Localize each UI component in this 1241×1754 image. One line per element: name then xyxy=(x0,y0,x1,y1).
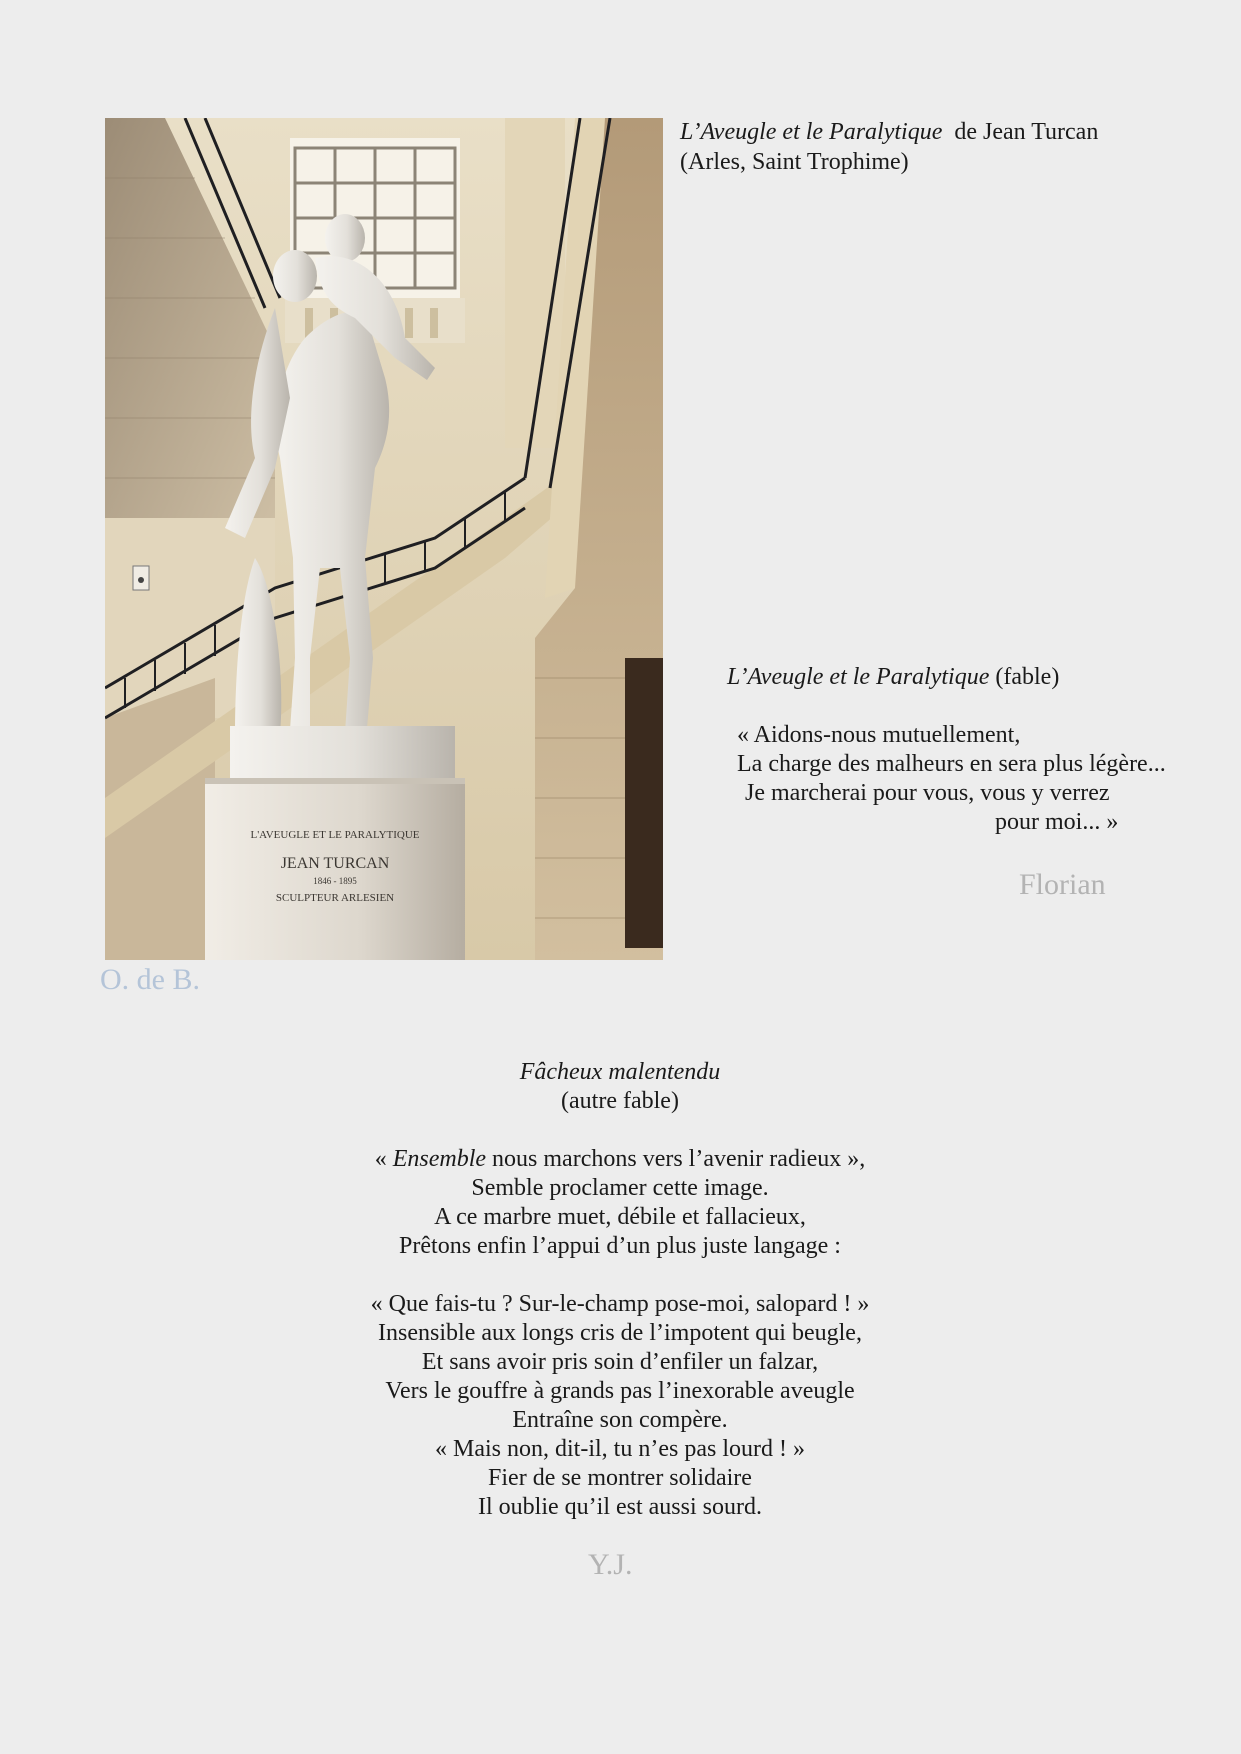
fable2-stanza2-line-2: Insensible aux longs cris de l’impotent qui beugle, xyxy=(378,1320,862,1346)
poem-spacer xyxy=(220,1116,1020,1145)
fable2-author: Y.J. xyxy=(588,1548,633,1581)
caption-title-italic: L’Aveugle et le Paralytique xyxy=(680,119,943,145)
stanza1-line1-post: nous marchons vers l’avenir radieux », xyxy=(486,1146,866,1172)
fable2-stanza2-line-6: « Mais non, dit-il, tu n’es pas lourd ! » xyxy=(435,1436,805,1462)
plinth-line-2: JEAN TURCAN xyxy=(280,855,390,872)
fable1-title-rest: (fable) xyxy=(989,664,1060,690)
fable2-stanza1-line-3: A ce marbre muet, débile et fallacieux, xyxy=(434,1204,806,1230)
fable1-line-1: « Aidons-nous mutuellement, xyxy=(737,722,1021,748)
plinth-line-4: SCULPTEUR ARLESIEN xyxy=(275,892,395,904)
caption-title-rest: de Jean Turcan xyxy=(948,119,1099,145)
fable2-title-text: Fâcheux malentendu xyxy=(519,1059,721,1085)
fable2-title xyxy=(220,1058,1020,1087)
statue-illustration xyxy=(105,118,663,960)
fable1-line-4: pour moi... » xyxy=(995,809,1119,835)
stanza1-line1-italic: Ensemble xyxy=(392,1146,487,1172)
fable2-stanza2-line-7: Fier de se montrer solidaire xyxy=(488,1465,752,1491)
fable2-stanza2-line-8: Il oublie qu’il est aussi sourd. xyxy=(478,1494,762,1520)
fable1-line-3: Je marcherai pour vous, vous y verrez xyxy=(745,780,1110,806)
fable2-stanza2-line-4: Vers le gouffre à grands pas l’inexorable aveugle xyxy=(385,1378,855,1404)
fable2-block xyxy=(220,1058,1020,1522)
statue-photo xyxy=(105,118,663,960)
caption-location: (Arles, Saint Trophime) xyxy=(680,149,909,175)
fable2-stanza2-line-3: Et sans avoir pris soin d’enfiler un falzar, xyxy=(421,1349,819,1375)
fable2-stanza1-line-4: Prêtons enfin l’appui d’un plus juste langage : xyxy=(399,1233,841,1259)
fable1-title xyxy=(727,664,1059,691)
plinth-line-3: 1846 - 1895 xyxy=(313,876,357,886)
fable1-line-2: La charge des malheurs en sera plus légère... xyxy=(737,751,1166,777)
fable2-stanza1-line-2: Semble proclamer cette image. xyxy=(471,1175,769,1201)
stanza1-line1-pre: « xyxy=(374,1146,393,1172)
fable2-stanza1-line-1 xyxy=(220,1145,1020,1174)
fable2-stanza2-line-5: Entraîne son compère. xyxy=(512,1407,728,1433)
fable1-title-italic: L’Aveugle et le Paralytique xyxy=(727,664,990,690)
fable2-stanza2-line-1: « Que fais-tu ? Sur-le-champ pose-moi, salopard ! » xyxy=(370,1291,870,1317)
photo-caption xyxy=(680,117,1220,177)
caption-title-line xyxy=(680,117,1220,147)
plinth-line-1: L'AVEUGLE ET LE PARALYTIQUE xyxy=(250,829,420,841)
fable2-subtitle: (autre fable) xyxy=(561,1088,679,1114)
fable1-author: Florian xyxy=(1019,868,1106,901)
poem-spacer xyxy=(220,1261,1020,1290)
photo-credit: O. de B. xyxy=(100,963,200,996)
